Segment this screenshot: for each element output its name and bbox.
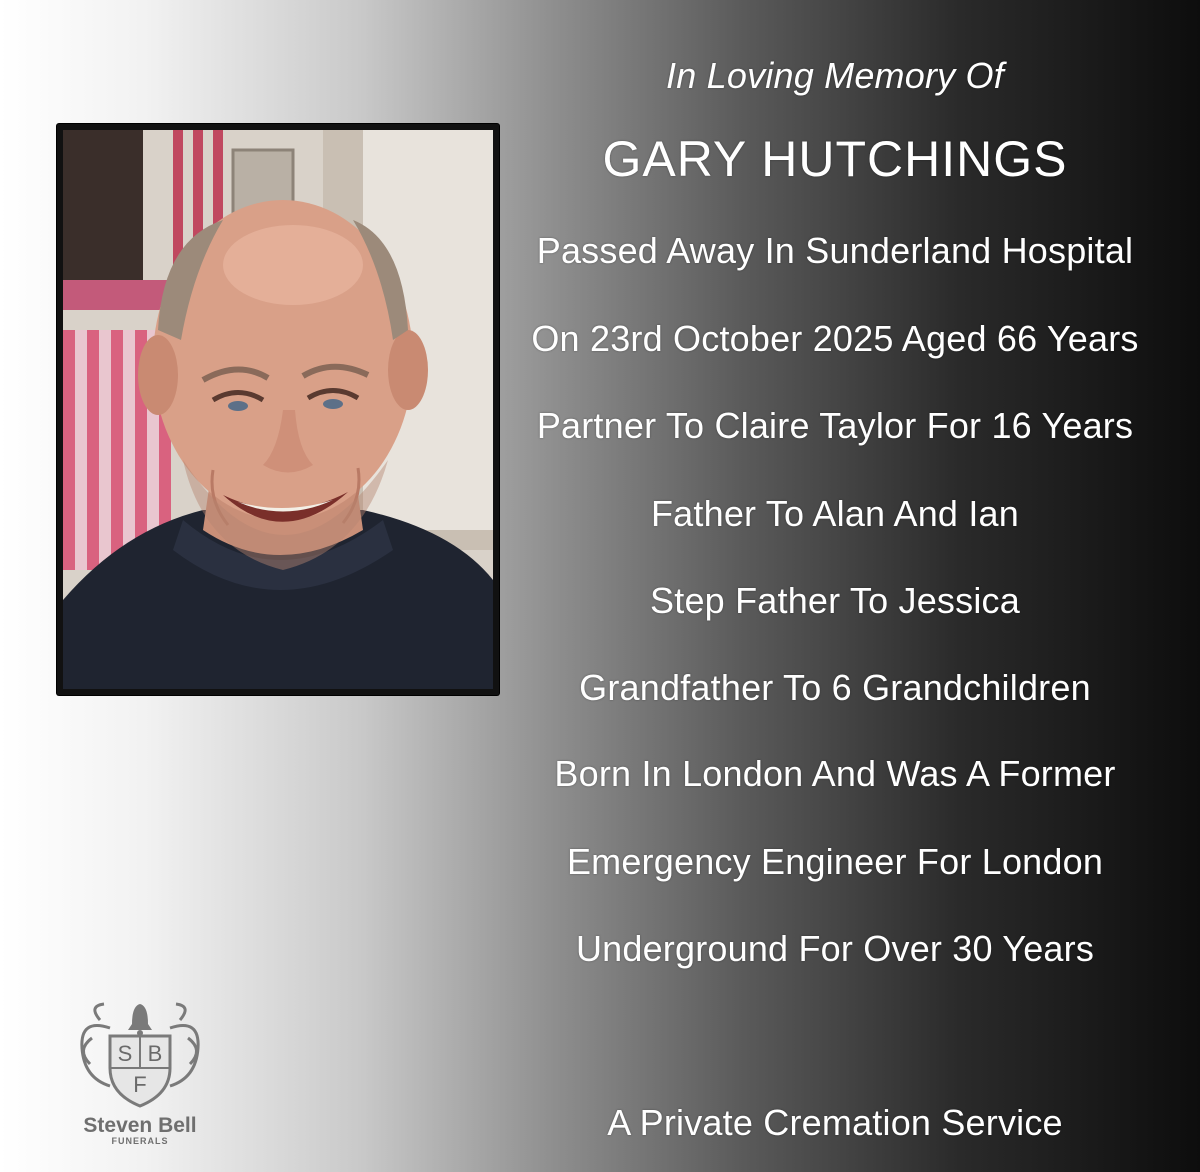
logo-brand-name: Steven Bell xyxy=(83,1114,197,1137)
intro-text: In Loving Memory Of xyxy=(666,55,1004,96)
notice-text xyxy=(470,0,1200,1172)
logo-crest-icon xyxy=(70,998,210,1110)
portrait-photo xyxy=(57,124,499,695)
notice-line: Emergency Engineer For London xyxy=(566,841,1104,882)
notice-line: Partner To Claire Taylor For 16 Years xyxy=(536,405,1134,446)
notice-line: Grandfather To 6 Grandchildren xyxy=(579,667,1091,708)
notice-line: Underground For Over 30 Years xyxy=(575,928,1095,969)
notice-line: On 23rd October 2025 Aged 66 Years xyxy=(531,318,1139,359)
service-text: A Private Cremation Service xyxy=(607,1102,1063,1143)
logo-subtitle: FUNERALS xyxy=(111,1136,169,1146)
notice-line: Father To Alan And Ian xyxy=(650,493,1019,534)
notice-line: Passed Away In Sunderland Hospital xyxy=(536,230,1134,271)
notice-line: Born In London And Was A Former xyxy=(554,753,1116,794)
portrait-image xyxy=(63,130,493,689)
deceased-name: GARY HUTCHINGS xyxy=(602,131,1068,187)
logo-letter-b: B xyxy=(147,1041,163,1066)
notice-line: Step Father To Jessica xyxy=(650,580,1020,621)
steven-bell-funerals-logo xyxy=(60,998,220,1148)
logo-letter-f: F xyxy=(133,1072,147,1097)
logo-letter-s: S xyxy=(117,1041,133,1066)
